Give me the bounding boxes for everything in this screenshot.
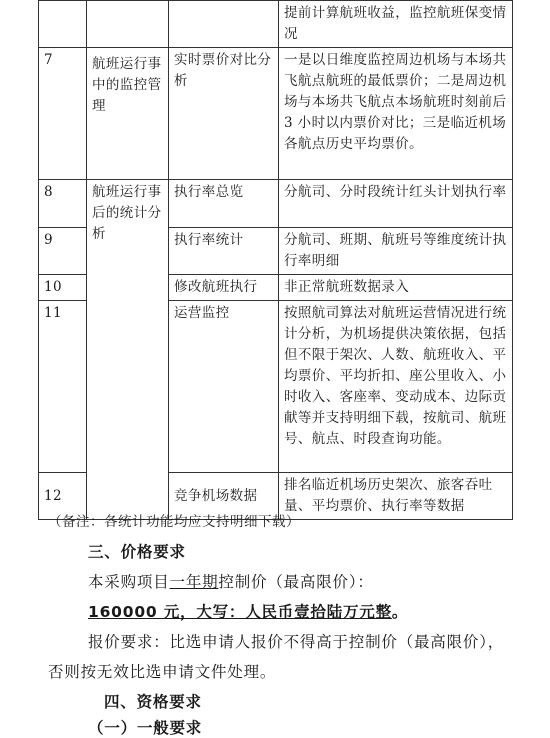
row-description: 分航司、班期、航班号等维度统计执行率明细 <box>279 228 513 275</box>
row-item <box>169 1 279 48</box>
row-description: 分航司、分时段统计红头计划执行率 <box>279 180 513 228</box>
price-amount: 160000 元，大写：人民币壹拾陆万元整 <box>88 603 392 621</box>
row-number: 9 <box>39 228 87 275</box>
row-category <box>87 1 169 48</box>
row-number: 7 <box>39 48 87 180</box>
price-text-pre: 本采购项目 <box>88 573 170 591</box>
row-item: 修改航班执行 <box>169 275 279 301</box>
table-note: （备注：各统计功能均应支持明细下载） <box>48 514 300 530</box>
price-amount-line <box>88 600 408 622</box>
row-number: 12 <box>39 473 87 520</box>
row-number: 11 <box>39 301 87 473</box>
row-item: 执行率统计 <box>169 228 279 275</box>
table-row <box>39 180 513 228</box>
table-row <box>39 48 513 180</box>
price-period: 一年期 <box>169 573 219 591</box>
row-item: 竞争机场数据 <box>169 473 279 520</box>
row-number: 8 <box>39 180 87 228</box>
price-control-line <box>88 570 374 592</box>
requirements-table <box>38 0 513 520</box>
row-description: 提前计算航班收益，监控航班保变情况 <box>279 1 513 48</box>
row-description: 一是以日维度监控周边机场与本场共飞航点航班的最低票价；二是周边机场与本场共飞航点本场航班时刻前后 3 小时以内票价对比；三是临近机场各航点历史平均票价。 <box>279 48 513 180</box>
price-amount-end: 。 <box>391 603 409 621</box>
row-item: 运营监控 <box>169 301 279 473</box>
table-row <box>39 1 513 48</box>
row-item: 实时票价对比分析 <box>169 48 279 180</box>
row-number <box>39 1 87 48</box>
row-description: 按照航司算法对航班运营情况进行统计分析，为机场提供决策依据，包括但不限于架次、人数、航班收入、平均票价、平均折扣、座公里收入、小时收入、客座率、变动成本、边际贡献等并支持明细下载，按航司、航班号、航点、时段查询功能。 <box>279 301 513 473</box>
section-heading-qualification: 四、资格要求 <box>104 693 202 711</box>
row-description: 非正常航班数据录入 <box>279 275 513 301</box>
row-number: 10 <box>39 275 87 301</box>
section-heading-price: 三、价格要求 <box>88 543 186 561</box>
row-category: 航班运行事中的监控管理 <box>87 48 169 180</box>
subsection-heading-general: （一）一般要求 <box>88 719 203 737</box>
row-description: 排名临近机场历史架次、旅客吞吐量、平均票价、执行率等数据 <box>279 473 513 520</box>
price-text-post: 控制价（最高限价）： <box>218 573 374 591</box>
row-category: 航班运行事后的统计分析 <box>87 180 169 520</box>
quote-requirement-line2: 否则按无效比选申请文件处理。 <box>48 663 277 681</box>
row-item: 执行率总览 <box>169 180 279 228</box>
quote-requirement-line1: 报价要求：比选申请人报价不得高于控制价（最高限价）， <box>88 633 505 651</box>
